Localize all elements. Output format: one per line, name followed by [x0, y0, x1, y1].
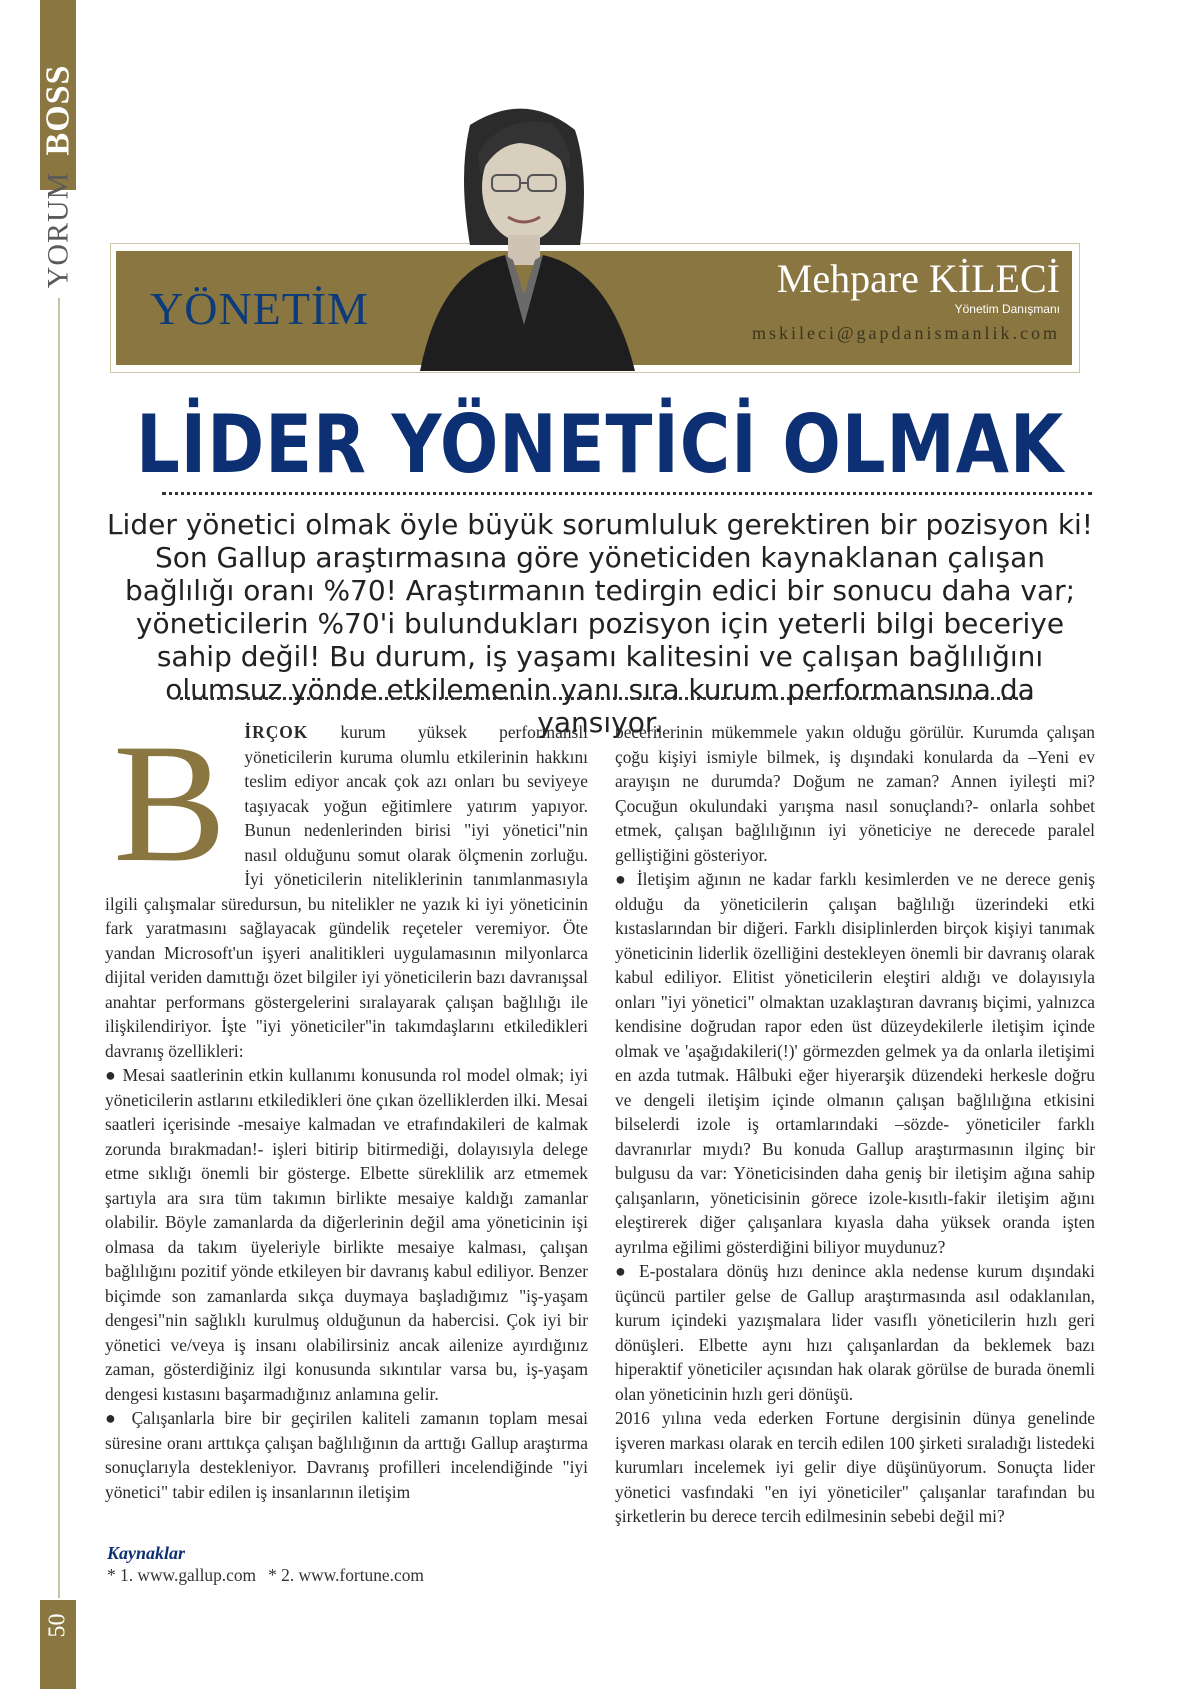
reference-item: * 1. www.gallup.com [107, 1565, 257, 1585]
bullet-icon: ● [105, 1408, 122, 1428]
section-strip-label: YORUM [41, 171, 74, 289]
bullet-paragraph [615, 867, 1095, 1259]
bullet-icon: ● [105, 1065, 118, 1085]
author-role: Yönetim Danışmanı [954, 302, 1060, 316]
references-title: Kaynaklar [107, 1543, 186, 1563]
bullet-paragraph [105, 1063, 588, 1406]
bullet-paragraph [105, 1406, 588, 1504]
references-list [107, 1565, 424, 1586]
body-column-left [105, 709, 588, 1504]
closing-paragraph: 2016 yılına veda ederken Fortune dergisinin dünya genelinde işveren markası olarak en tercih edilen 100 şirketi sıraladığı listedeki kurumları incelemek iyi gelir diye düşünüyorum. Sonuçta lider yönetici vasfındaki "en iyi yöneticiler" çalışanlar tarafından bu şirketlerin bu derece tercih edilmesinin sebebi değil mi? [615, 1408, 1095, 1526]
brand-logo: BOSS [39, 64, 77, 156]
author-email: mskileci@gapdanismanlik.com [751, 323, 1060, 343]
body-column-right [615, 720, 1095, 1529]
lead-paragraph: Lider yönetici olmak öyle büyük sorumluluk gerektiren bir pozisyon ki! Son Gallup araştırmasına göre yöneticiden kaynaklanan çalışan bağlılığı oranı %70! Araştırmanın tedirgin edici bir sonucu daha var; yöneticilerin %70'i bulundukları pozisyon için yeterli bilgi beceriye sahip değil! Bu durum, iş yaşamı kalitesini ve çalışan bağlılığını olumsuz yönde etkilemenin yanı sıra kurum performansına da yansıyor. [106, 508, 1094, 739]
side-divider [58, 298, 60, 1598]
intro-paragraph [105, 709, 588, 1063]
author-portrait [400, 95, 650, 371]
bullet-text: İletişim ağının ne kadar farklı kesimlerden ve ne derece geniş olduğu da yöneticilerin çalışan bağlılığı üzerindeki etki kıstaslarından bir diğeri. Farklı disiplinlerden birçok kişiyi tanımak yöneticinin liderlik özelliğini destekleyen önemli bir davranış olarak kabul ediliyor. Elitist yöneticilerin eleştiri aldığı ve dolayısıyla onları "iyi yönetici" olmaktan uzaklaştıran davranış biçimi, yalnızca kendisine doğrudan rapor eden üst düzeydekilerle iletişim içinde olmak ve 'aşağıdakileri(!)' görmezden gelmek ya da onlarla iletişimi en azda tutmak. Hâlbuki eğer hiyerarşik düzendeki herkesle doğru ve dengeli iletişim içinde olmanın çalışan bağlılığına etkisini bilselerdi izole iş ortamlarındaki –sözde- yöneticiler farklı davranırlar mıydı? Bu konuda Gallup araştırmasının ilginç bir bulgusu da var: Yöneticisinden daha geniş bir iletişim ağına sahip çalışanların, yöneticisinin görece izole-kısıtlı-fakir iletişim ağını eleştirerek diğer çalışanlara kıyasla daha yüksek oranda işten ayrılma eğilimi gösterdiğini biliyor muydunuz? [615, 869, 1095, 1257]
article-title: LİDER YÖNETİCİ OLMAK [135, 398, 1065, 491]
bullet-text: E-postalara dönüş hızı denince akla nedense kurum dışındaki üçüncü partiler gelse de Gallup araştırmasında asıl odaklanılan, kurum içindeki yazışmalara lider vasıflı yöneticilerin hızlı geri dönüşleri. Elbette aynı hızı çalışanlardan da beklemek bazı hiperaktif yöneticiler açısından hak olarak görülse de burada önemli olan yöneticinin hızlı geri dönüşü. [615, 1261, 1096, 1404]
title-divider [162, 492, 1092, 495]
body-paragraph: becerilerinin mükemmele yakın olduğu görülür. Kurumda çalışan çoğu kişiyi ismiyle bilmek, iş dışındaki konularda da –Yeni ev arayışın ne durumda? Doğum ne zaman? Annen iyileşti mi? Çocuğun okulundaki yarışma nasıl sonuçlandı?- onlarla sohbet etmek, çalışan bağlılığının iyi yöneticiye ne derecede paralel gelliştiğini gösteriyor. [615, 722, 1095, 865]
bullet-text: Çalışanlarla bire bir geçirilen kaliteli zamanın toplam mesai süresine oranı arttıkça çalışan bağlılığının da arttığı Gallup araştırma sonuçlarıyla destekleniyor. Davranış profilleri incelendiğinde "iyi yönetici" tabir edilen iş insanlarının iletişim [105, 1408, 588, 1502]
section-label: YÖNETİM [150, 283, 370, 334]
intro-text: kurum yüksek performanslı yöneticilerin kuruma olumlu etkilerinin hakkını teslim ediyor ancak çok azı onları bu seviyeye taşıyacak yoğun eğitimlere yatırım yapıyor. Bunun nedenlerinden birisi "iyi yönetici"nin nasıl olduğunu somut olarak ölçmenin zorluğu. İyi yöneticilerin niteliklerinin tanımlanmasıyla ilgili çalışmalar süredursun, bu nitelikler ne yazık ki iyi yöneticinin fark yaratmasını sağlayacak gündelik reçeteler veremiyor. Öte yandan Microsoft'un işyeri analitikleri uygulamasının milyonlarca dijital veriden damıttığı özet bilgiler iyi yöneticilerin bazı davranışsal anahtar performans göstergelerini sıralayarak çalışan bağlılığı ile ilişkilendiriyor. İşte "iyi yöneticiler"in takımdaşlarını etkiledikleri davranış özellikleri: [105, 722, 588, 1061]
author-name: Mehpare KİLECİ [776, 256, 1060, 301]
bullet-icon: ● [615, 1261, 631, 1281]
page-number: 50 [44, 1613, 71, 1637]
lead-divider [180, 697, 1030, 700]
lead-word: İRÇOK [244, 722, 309, 742]
side-strip [0, 0, 78, 1689]
drop-cap: B [113, 709, 227, 897]
bullet-text: Mesai saatlerinin etkin kullanımı konusunda rol model olmak; iyi yöneticilerin astlarını etkiledikleri öne çıkan özelliklerden ilki. Mesai saatleri içerisinde -mesaiye kalmadan ve etrafındakileri de kalmak zorunda bırakmadan!- işleri bitirip bitirmediği, dolayısıyla delege etme sıklığı önemli bir gösterge. Elbette süreklilik arz etmemek şartıyla ara sıra tüm takımın birlikte mesaiye kaldığı zamanlar olabilir. Böyle zamanlarda da diğerlerinin değil ama yöneticinin işi olmasa da takım üyeleriyle birlikte mesaiye kalması, çalışan bağlılığını pozitif yönde etkileyen bir davranış kabul ediliyor. Benzer biçimde son zamanlarda sıkça duymaya başladığımız "iş-yaşam dengesi"nin sağlıklı kurulmuş olduğunun da habercisi. Çok iyi bir yönetici ve/veya iş insanı olabilirsiniz ancak ailenize ayırdığınız zaman, gösterdiğiniz ilgi konusunda sıkıntılar varsa bu, iş-yaşam dengesi kıstasını başarmadığınız anlamına gelir. [105, 1065, 588, 1404]
bullet-paragraph [615, 1259, 1095, 1406]
reference-item: * 2. www.fortune.com [268, 1565, 424, 1585]
bullet-icon: ● [615, 869, 630, 889]
